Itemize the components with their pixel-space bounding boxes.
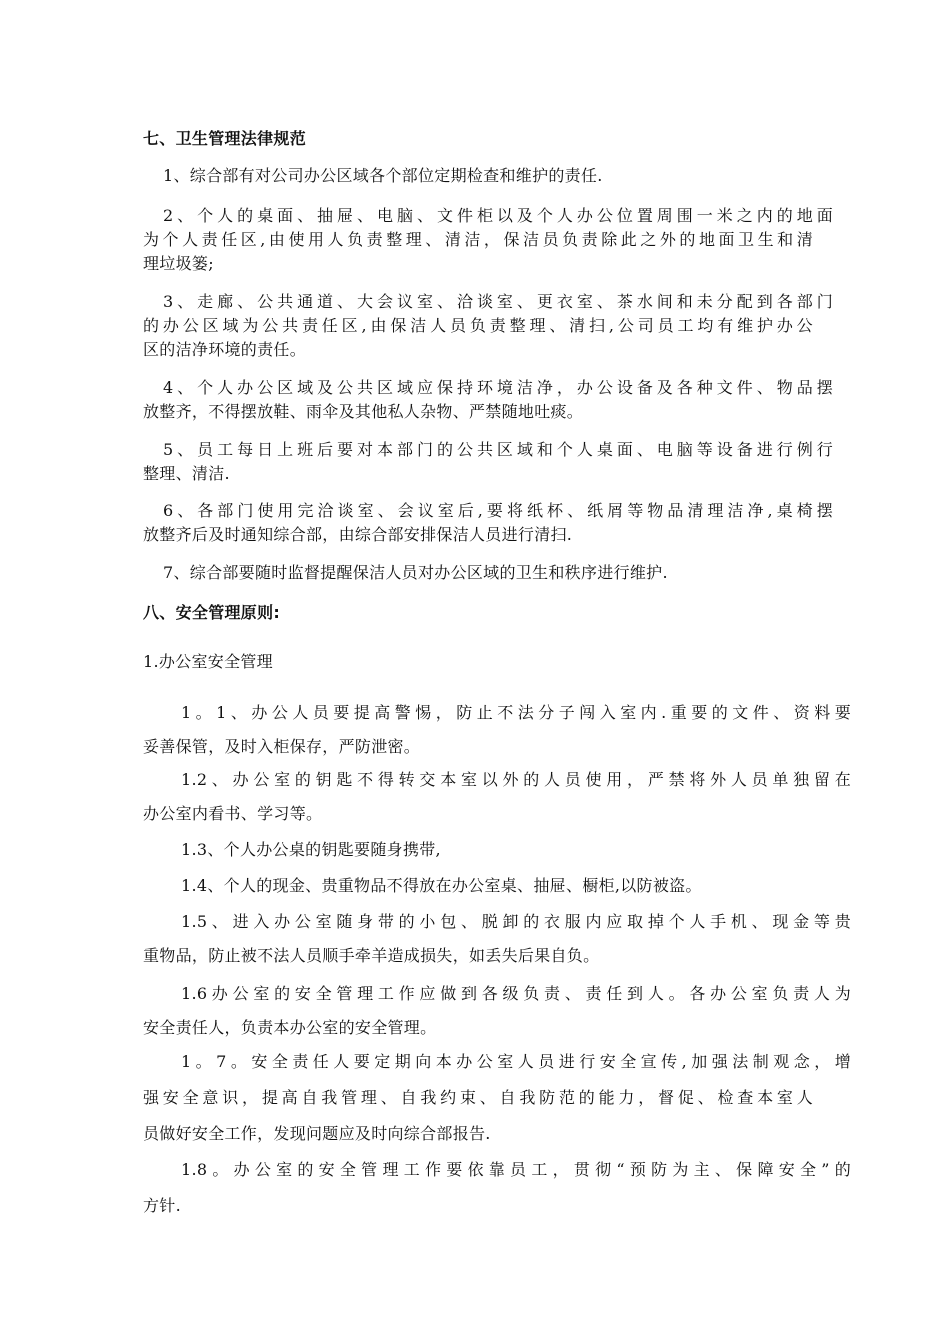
section-7-item-1-line-1: 1、综合部有对公司办公区域各个部位定期检查和维护的责任. — [163, 166, 603, 185]
section-8-item-4-line-1: 1.4、个人的现金、贵重物品不得放在办公室桌、抽屉、橱柜,以防被盗。 — [181, 876, 702, 895]
section-7-item-3-line-1: 3、走廊、公共通道、大会议室、洽谈室、更衣室、茶水间和未分配到各部门 — [163, 292, 833, 311]
section-8-item-6-line-1: 1.6办公室的安全管理工作应做到各级负责、责任到人。各办公室负责人为 — [181, 984, 851, 1003]
section-7-item-7-line-1: 7、综合部要随时监督提醒保洁人员对办公区域的卫生和秩序进行维护. — [163, 563, 668, 582]
section-7-item-3-line-2: 的办公区域为公共责任区,由保洁人员负责整理、清扫,公司员工均有维护办公 — [143, 316, 813, 335]
section-8-item-2-line-2: 办公室内看书、学习等。 — [143, 804, 323, 823]
section-8-item-6-line-2: 安全责任人，负责本办公室的安全管理。 — [143, 1018, 437, 1037]
section-7-item-3-line-3: 区的洁净环境的责任。 — [143, 340, 307, 359]
section-8-item-7-line-1: 1。7。安全责任人要定期向本办公室人员进行安全宣传,加强法制观念，增 — [181, 1052, 851, 1071]
section-8-item-8-line-1: 1.8。办公室的安全管理工作要依靠员工，贯彻“预防为主、保障安全”的 — [181, 1160, 851, 1179]
section-7-item-2-line-1: 2、个人的桌面、抽屉、电脑、文件柜以及个人办公位置周围一米之内的地面 — [163, 206, 833, 225]
section-7-item-5-line-1: 5、员工每日上班后要对本部门的公共区域和个人桌面、电脑等设备进行例行 — [163, 440, 833, 459]
section-7-item-2-line-3: 理垃圾篓; — [143, 254, 214, 273]
section-7-item-6-line-1: 6、各部门使用完洽谈室、会议室后,要将纸杯、纸屑等物品清理洁净,桌椅摆 — [163, 501, 833, 520]
section-7-item-4-line-2: 放整齐，不得摆放鞋、雨伞及其他私人杂物、严禁随地吐痰。 — [143, 402, 584, 421]
section-8-item-5-line-2: 重物品，防止被不法人员顺手牵羊造成损失，如丢失后果自负。 — [143, 946, 600, 965]
section-8-item-1-line-1: 1。1、办公人员要提高警惕，防止不法分子闯入室内.重要的文件、资料要 — [181, 703, 851, 722]
section-7-heading: 七、卫生管理法律规范 — [143, 129, 307, 148]
section-8-item-5-line-1: 1.5、进入办公室随身带的小包、脱卸的衣服内应取掉个人手机、现金等贵 — [181, 912, 851, 931]
section-8-subheading: 1.办公室安全管理 — [143, 652, 273, 671]
section-8-item-8-line-2: 方针. — [143, 1196, 181, 1215]
section-8-item-2-line-1: 1.2、办公室的钥匙不得转交本室以外的人员使用，严禁将外人员单独留在 — [181, 770, 851, 789]
section-7-item-2-line-2: 为个人责任区,由使用人负责整理、清洁，保洁员负责除此之外的地面卫生和清 — [143, 230, 813, 249]
section-7-item-4-line-1: 4、个人办公区域及公共区域应保持环境洁净，办公设备及各种文件、物品摆 — [163, 378, 833, 397]
section-8-item-1-line-2: 妥善保管，及时入柜保存，严防泄密。 — [143, 737, 421, 756]
section-8-heading: 八、安全管理原则: — [143, 603, 281, 622]
section-7-item-6-line-2: 放整齐后及时通知综合部，由综合部安排保洁人员进行清扫. — [143, 525, 573, 544]
section-8-item-7-line-2: 强安全意识，提高自我管理、自我约束、自我防范的能力，督促、检查本室人 — [143, 1088, 813, 1107]
section-7-item-5-line-2: 整理、清洁. — [143, 464, 230, 483]
section-8-item-3-line-1: 1.3、个人办公桌的钥匙要随身携带, — [181, 840, 441, 859]
section-8-item-7-line-3: 员做好安全工作，发现问题应及时向综合部报告. — [143, 1124, 491, 1143]
